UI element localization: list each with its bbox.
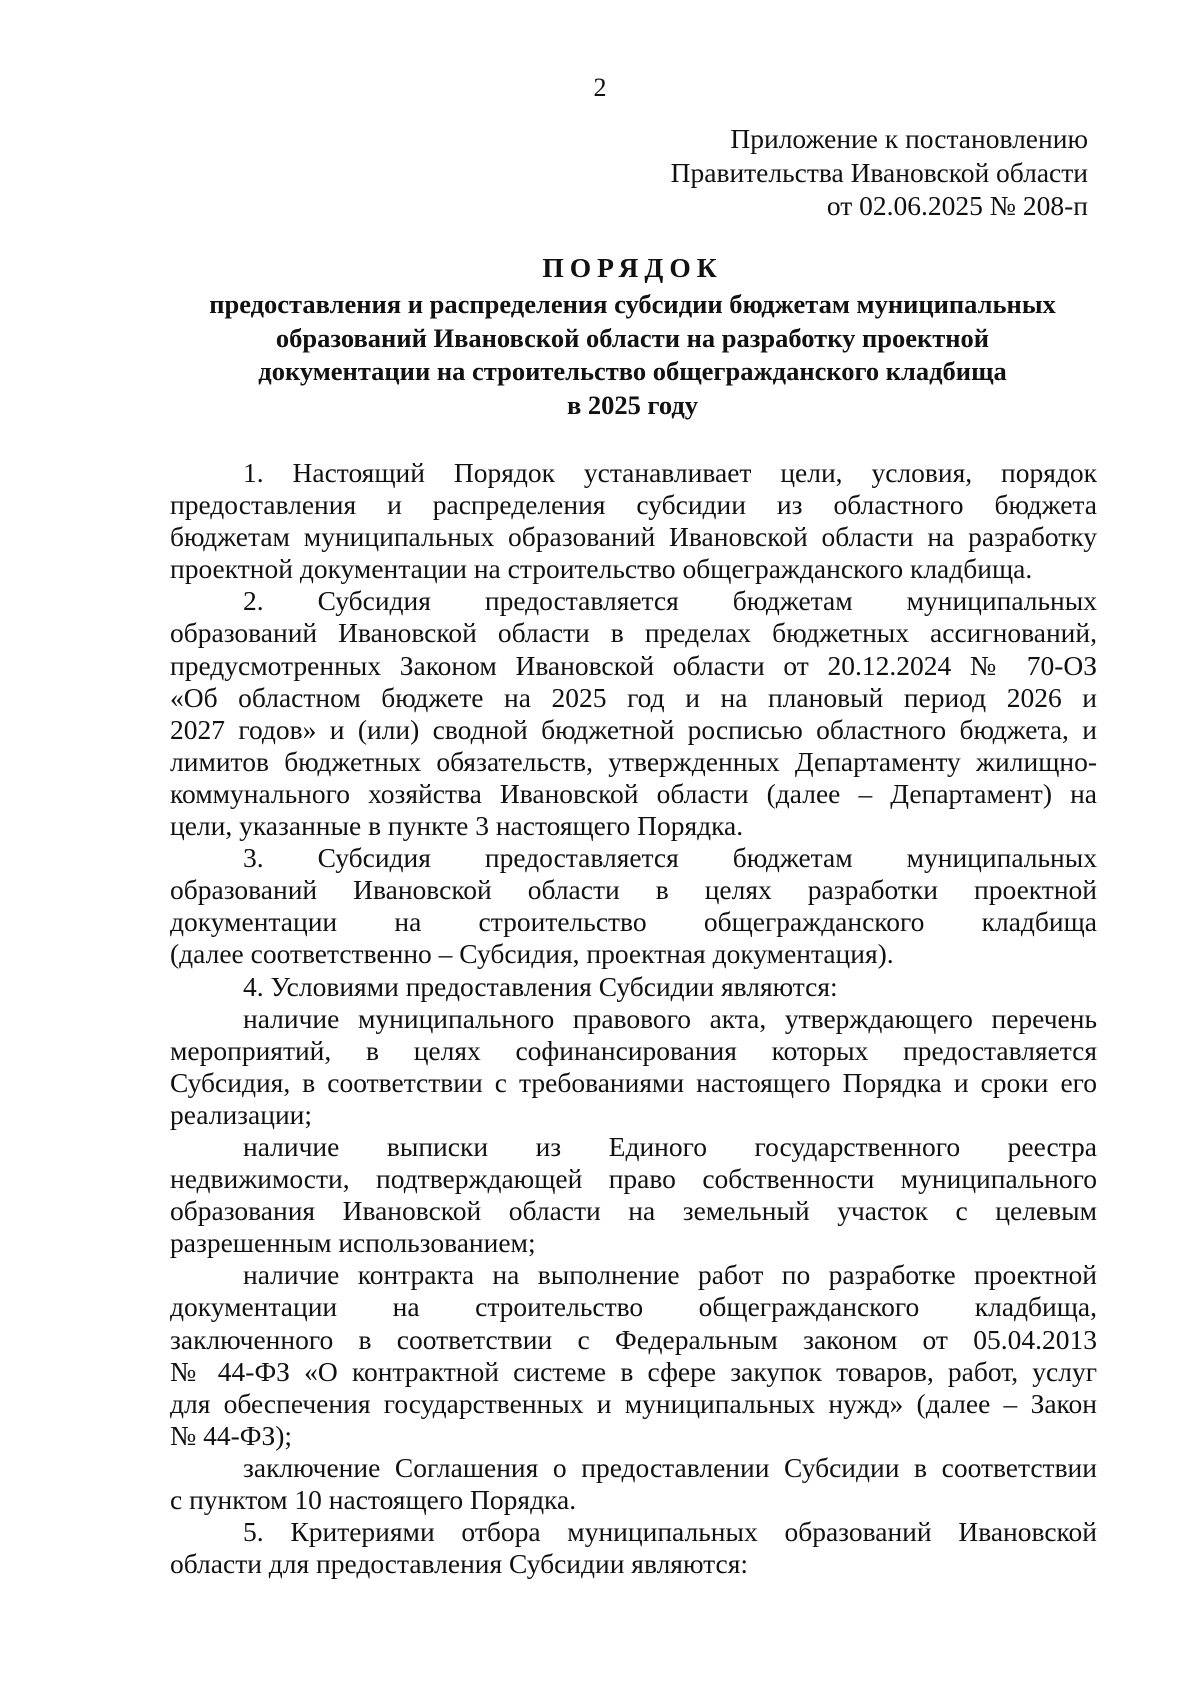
paragraph-line: для обеспечения государственных и муниципальных нужд» (далее – Закон — [170, 1387, 1097, 1419]
paragraph-line: 2. Субсидия предоставляется бюджетам муниципальных — [243, 585, 1097, 617]
paragraph — [170, 457, 1097, 585]
appendix-header — [671, 122, 1088, 223]
paragraph-line: 1. Настоящий Порядок устанавливает цели, условия, порядок — [243, 457, 1097, 488]
document-subtitle — [165, 288, 1100, 422]
paragraph — [170, 1516, 1097, 1580]
paragraph-line: документации на строительство общегражданского кладбища, — [170, 1291, 1097, 1323]
paragraph-line: недвижимости, подтверждающей право собственности муниципального — [170, 1163, 1097, 1195]
subtitle-line: образований Ивановской области на разработку проектной — [275, 322, 990, 353]
subtitle-line: предоставления и распределения субсидии бюджетам муниципальных — [209, 289, 1056, 319]
paragraph-line: «Об областном бюджете на 2025 год и на плановый период 2026 и — [170, 681, 1097, 713]
paragraph — [170, 1131, 1097, 1259]
paragraph-line: наличие муниципального правового акта, утверждающего перечень — [243, 1002, 1097, 1034]
paragraph-line: 3. Субсидия предоставляется бюджетам муниципальных — [243, 842, 1097, 874]
paragraph-line: 4. Условиями предоставления Субсидии являются: — [243, 970, 838, 1002]
page-number: 2 — [593, 73, 607, 102]
paragraph — [170, 971, 1097, 1003]
paragraph-line: проектной документации на строительство общегражданского кладбища. — [170, 553, 1033, 585]
paragraph-line: заключение Соглашения о предоставлении Субсидии в соответствии — [243, 1451, 1097, 1483]
document-title: ПОРЯДОК — [542, 252, 723, 283]
paragraph-line: предусмотренных Законом Ивановской области от 20.12.2024 № 70-ОЗ — [170, 649, 1097, 681]
paragraph-line: наличие контракта на выполнение работ по разработке проектной — [243, 1259, 1097, 1291]
paragraph-line: заключенного в соответствии с Федеральным законом от 05.04.2013 — [170, 1323, 1097, 1355]
subtitle-line: в 2025 году — [566, 389, 699, 420]
subtitle-line: документации на строительство общегражданского кладбища — [258, 356, 1007, 387]
paragraph-line: области для предоставления Субсидии являются: — [170, 1548, 748, 1580]
paragraph-line: 5. Критериями отбора муниципальных образований Ивановской — [243, 1516, 1097, 1548]
appendix-line: Правительства Ивановской области — [670, 156, 1088, 188]
paragraph-line: реализации; — [170, 1098, 313, 1130]
paragraph-line: наличие выписки из Единого государственного реестра — [243, 1130, 1097, 1162]
paragraph — [170, 1003, 1097, 1131]
paragraph-line: образования Ивановской области на земельный участок с целевым — [170, 1195, 1097, 1227]
paragraph-line: мероприятий, в целях софинансирования которых предоставляется — [170, 1034, 1097, 1066]
paragraph-line: разрешенным использованием; — [170, 1227, 536, 1259]
paragraph — [170, 1259, 1097, 1452]
paragraph-line: бюджетам муниципальных образований Ивановской области на разработку — [170, 521, 1097, 553]
paragraph-line: лимитов бюджетных обязательств, утвержденных Департаменту жилищно- — [170, 745, 1097, 777]
paragraph-line: с пунктом 10 настоящего Порядка. — [170, 1484, 577, 1515]
paragraph-line: цели, указанные в пункте 3 настоящего Порядка. — [170, 810, 744, 842]
paragraph — [170, 585, 1097, 842]
paragraph — [170, 1452, 1097, 1516]
paragraph-line: коммунального хозяйства Ивановской области (далее – Департамент) на — [170, 777, 1097, 809]
paragraph — [170, 842, 1097, 970]
paragraph-line: № 44-ФЗ «О контрактной системе в сфере закупок товаров, работ, услуг — [170, 1355, 1097, 1387]
appendix-line: Приложение к постановлению — [730, 123, 1088, 154]
paragraph-line: документации на строительство общегражданского кладбища — [170, 906, 1097, 938]
document-title-block — [165, 250, 1100, 422]
paragraph-line: № 44-ФЗ); — [170, 1419, 293, 1451]
paragraph-line: 2027 годов» и (или) сводной бюджетной росписью областного бюджета, и — [170, 713, 1097, 745]
paragraph-line: (далее соответственно – Субсидия, проектная документация). — [170, 938, 894, 970]
document-body — [170, 457, 1097, 1580]
paragraph-line: предоставления и распределения субсидии из областного бюджета — [170, 489, 1097, 521]
appendix-line: от 02.06.2025 № 208-п — [826, 190, 1088, 221]
paragraph-line: образований Ивановской области в целях разработки проектной — [170, 874, 1097, 906]
paragraph-line: образований Ивановской области в пределах бюджетных ассигнований, — [170, 617, 1097, 649]
paragraph-line: Субсидия, в соответствии с требованиями настоящего Порядка и сроки его — [170, 1066, 1097, 1098]
